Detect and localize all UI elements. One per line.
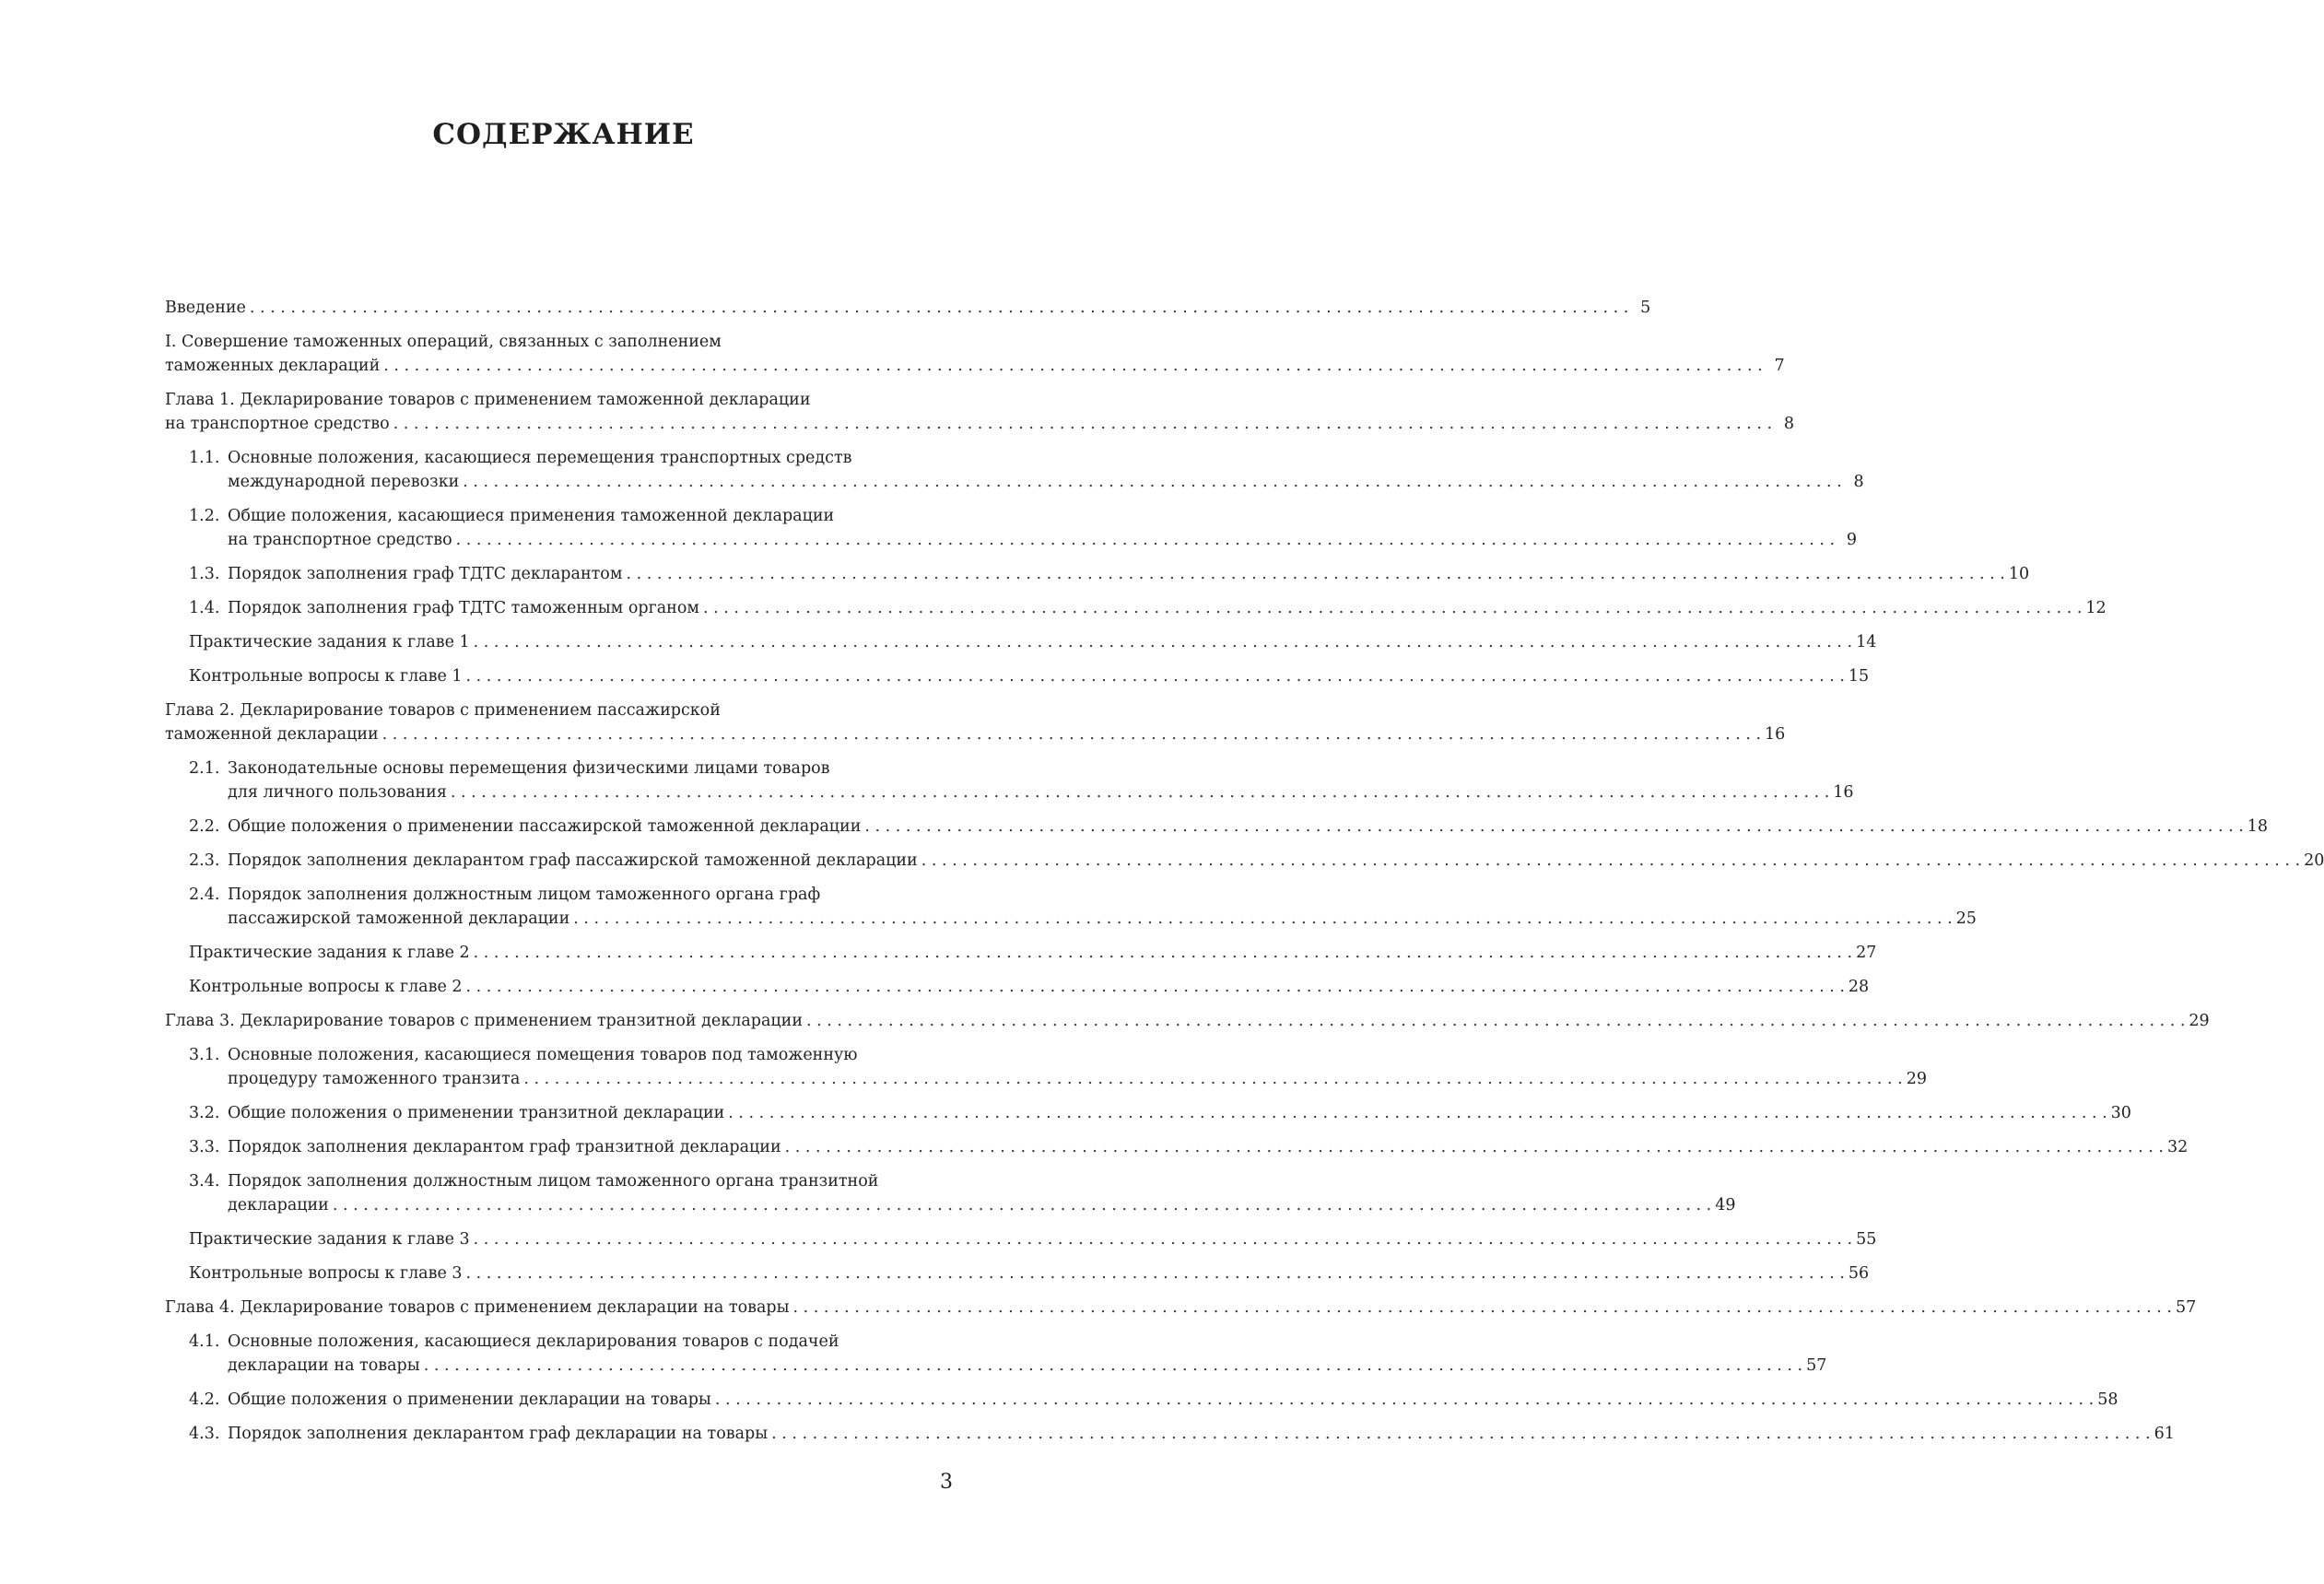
toc-entry-title: Общие положения о применении транзитной декларации bbox=[228, 1104, 725, 1122]
toc-entry-title: Практические задания к главе 3 bbox=[189, 1230, 470, 1249]
toc-entry-page: 56 bbox=[1848, 1264, 1870, 1283]
toc-entry-title: на транспортное средство bbox=[165, 415, 390, 433]
dot-leader bbox=[250, 296, 1628, 320]
toc-entry-page: 10 bbox=[2008, 565, 2030, 583]
toc-entry bbox=[165, 1043, 1927, 1091]
toc-entry-page: 32 bbox=[2167, 1138, 2189, 1156]
toc-entry-page: 58 bbox=[2097, 1390, 2119, 1409]
toc-entry-title: на транспортное средство bbox=[228, 531, 452, 549]
toc-entry-title-line: Глава 2. Декларирование товаров с применением пассажирской bbox=[165, 701, 721, 720]
toc-entry-title: Общие положения о применении декларации на товары bbox=[228, 1390, 711, 1409]
toc-entry bbox=[165, 596, 2107, 620]
toc-entry bbox=[165, 883, 1977, 931]
toc-entry-title: Порядок заполнения граф ТДТС таможенным органом bbox=[228, 599, 699, 617]
toc-entry-title: процедуру таможенного транзита bbox=[228, 1070, 521, 1088]
toc-entry bbox=[165, 562, 2030, 586]
dot-leader bbox=[456, 528, 1835, 552]
toc-entry bbox=[165, 504, 1858, 552]
toc-entry-page: 16 bbox=[1833, 783, 1854, 802]
toc-entry-title-line: Глава 1. Декларирование товаров с применением таможенной декларации bbox=[165, 391, 811, 409]
dot-leader bbox=[921, 849, 2300, 873]
toc-entry-number: 2.3. bbox=[189, 851, 220, 870]
toc-entry-title: Глава 4. Декларирование товаров с применением декларации на товары bbox=[165, 1298, 790, 1317]
dot-leader bbox=[333, 1193, 1711, 1217]
toc-entry-page: 57 bbox=[2175, 1298, 2197, 1317]
dot-leader bbox=[728, 1101, 2107, 1125]
toc-entry bbox=[165, 815, 2269, 839]
dot-leader bbox=[864, 815, 2243, 839]
toc-entry-number: 3.3. bbox=[189, 1138, 220, 1156]
toc-entry bbox=[165, 664, 1870, 688]
toc-entry bbox=[165, 1009, 2210, 1033]
toc-entry bbox=[165, 1330, 1827, 1378]
toc-entry-number: 4.2. bbox=[189, 1390, 220, 1409]
dot-leader bbox=[703, 596, 2082, 620]
toc-entry-page: 28 bbox=[1848, 978, 1870, 996]
toc-entry bbox=[165, 1422, 2175, 1446]
toc-entry-page: 29 bbox=[1906, 1070, 1927, 1088]
toc-entry-title: декларации на товары bbox=[228, 1356, 420, 1375]
toc-entry bbox=[165, 1296, 2197, 1320]
toc-entry-title: Практические задания к главе 1 bbox=[189, 633, 470, 651]
dot-leader bbox=[806, 1009, 2185, 1033]
toc-entry-page: 5 bbox=[1640, 299, 1651, 317]
toc-entry bbox=[165, 1101, 2131, 1125]
toc-entry-page: 8 bbox=[1853, 473, 1864, 491]
toc-entry-number: 4.3. bbox=[189, 1425, 220, 1443]
toc-entry-title-line: Законодательные основы перемещения физическими лицами товаров bbox=[228, 759, 830, 778]
toc-entry-title: пассажирской таможенной декларации bbox=[228, 909, 570, 928]
toc-entry-page: 55 bbox=[1856, 1230, 1877, 1249]
dot-leader bbox=[474, 630, 1852, 654]
dot-leader bbox=[383, 354, 1762, 378]
toc-entry-title: Порядок заполнения декларантом граф декларации на товары bbox=[228, 1425, 769, 1443]
toc-entry-number: 2.4. bbox=[189, 886, 220, 904]
dot-leader bbox=[466, 664, 1845, 688]
toc-entry-title-line: Порядок заполнения должностным лицом таможенного органа транзитной bbox=[228, 1172, 879, 1191]
table-of-contents bbox=[165, 296, 2324, 1456]
toc-entry bbox=[165, 849, 2324, 873]
toc-entry bbox=[165, 1135, 2189, 1159]
dot-leader bbox=[466, 975, 1845, 999]
toc-entry-number: 1.2. bbox=[189, 507, 220, 525]
page-number: 3 bbox=[940, 1471, 953, 1494]
toc-entry bbox=[165, 1388, 2119, 1412]
toc-entry-page: 49 bbox=[1715, 1196, 1736, 1214]
toc-entry-page: 30 bbox=[2110, 1104, 2131, 1122]
toc-entry-page: 16 bbox=[1765, 725, 1786, 744]
toc-entry bbox=[165, 1227, 1877, 1251]
toc-entry-page: 14 bbox=[1856, 633, 1877, 651]
toc-entry-number: 2.2. bbox=[189, 817, 220, 836]
toc-entry-title: Порядок заполнения декларантом граф пассажирской таможенной декларации bbox=[228, 851, 918, 870]
toc-entry-page: 25 bbox=[1955, 909, 1977, 928]
toc-entry-title: Порядок заполнения декларантом граф транзитной декларации bbox=[228, 1138, 781, 1156]
toc-entry-page: 8 bbox=[1783, 415, 1795, 433]
toc-entry-title-line: I. Совершение таможенных операций, связанных с заполнением bbox=[165, 333, 722, 351]
toc-entry-page: 7 bbox=[1774, 357, 1785, 375]
toc-entry-page: 27 bbox=[1856, 944, 1877, 962]
toc-entry-page: 15 bbox=[1848, 667, 1870, 686]
dot-leader bbox=[793, 1296, 2172, 1320]
toc-entry-title: для личного пользования bbox=[228, 783, 447, 802]
toc-entry bbox=[165, 941, 1877, 965]
page-title: СОДЕРЖАНИЕ bbox=[432, 118, 695, 151]
toc-entry bbox=[165, 446, 1864, 494]
toc-entry bbox=[165, 1169, 1736, 1217]
toc-entry-title-line: Основные положения, касающиеся перемещения транспортных средств bbox=[228, 449, 852, 467]
toc-entry bbox=[165, 975, 1870, 999]
dot-leader bbox=[451, 780, 1829, 804]
toc-entry-number: 2.1. bbox=[189, 759, 220, 778]
toc-entry-title: Общие положения о применении пассажирской таможенной декларации bbox=[228, 817, 862, 836]
toc-entry-title: Глава 3. Декларирование товаров с применением транзитной декларации bbox=[165, 1012, 803, 1030]
toc-entry-number: 4.1. bbox=[189, 1332, 220, 1351]
toc-entry-page: 20 bbox=[2304, 851, 2324, 870]
toc-entry-title: таможенных деклараций bbox=[165, 357, 381, 375]
toc-entry-title-line: Основные положения, касающиеся декларирования товаров с подачей bbox=[228, 1332, 839, 1351]
toc-entry-page: 12 bbox=[2085, 599, 2107, 617]
toc-entry-number: 3.4. bbox=[189, 1172, 220, 1191]
dot-leader bbox=[715, 1388, 2094, 1412]
toc-entry-title: Контрольные вопросы к главе 3 bbox=[189, 1264, 463, 1283]
toc-entry-title: таможенной декларации bbox=[165, 725, 379, 744]
dot-leader bbox=[573, 907, 1952, 931]
dot-leader bbox=[474, 941, 1852, 965]
toc-entry-page: 61 bbox=[2154, 1425, 2175, 1443]
toc-entry bbox=[165, 698, 1786, 746]
toc-entry-page: 29 bbox=[2189, 1012, 2210, 1030]
dot-leader bbox=[771, 1422, 2150, 1446]
toc-entry-number: 3.2. bbox=[189, 1104, 220, 1122]
toc-entry-title: Контрольные вопросы к главе 2 bbox=[189, 978, 463, 996]
dot-leader bbox=[382, 722, 1761, 746]
toc-entry-title: Порядок заполнения граф ТДТС декларантом bbox=[228, 565, 623, 583]
toc-entry-number: 1.4. bbox=[189, 599, 220, 617]
toc-entry-page: 9 bbox=[1846, 531, 1858, 549]
toc-entry bbox=[165, 757, 1854, 804]
toc-entry-title: декларации bbox=[228, 1196, 329, 1214]
dot-leader bbox=[626, 562, 2004, 586]
dot-leader bbox=[424, 1354, 1802, 1378]
toc-entry bbox=[165, 388, 1795, 436]
dot-leader bbox=[393, 412, 1772, 436]
dot-leader bbox=[463, 470, 1841, 494]
toc-entry-title: международной перевозки bbox=[228, 473, 460, 491]
dot-leader bbox=[474, 1227, 1852, 1251]
toc-entry bbox=[165, 1261, 1870, 1285]
toc-entry-number: 1.1. bbox=[189, 449, 220, 467]
toc-entry bbox=[165, 330, 1785, 378]
toc-entry-page: 18 bbox=[2247, 817, 2269, 836]
toc-entry-title-line: Основные положения, касающиеся помещения товаров под таможенную bbox=[228, 1046, 858, 1064]
toc-entry-title-line: Порядок заполнения должностным лицом таможенного органа граф bbox=[228, 886, 821, 904]
toc-entry-page: 57 bbox=[1806, 1356, 1827, 1375]
dot-leader bbox=[523, 1067, 1902, 1091]
toc-entry-number: 3.1. bbox=[189, 1046, 220, 1064]
toc-entry-title: Практические задания к главе 2 bbox=[189, 944, 470, 962]
toc-entry bbox=[165, 630, 1877, 654]
dot-leader bbox=[466, 1261, 1845, 1285]
toc-entry-number: 1.3. bbox=[189, 565, 220, 583]
toc-entry-title: Контрольные вопросы к главе 1 bbox=[189, 667, 463, 686]
toc-entry-title-line: Общие положения, касающиеся применения таможенной декларации bbox=[228, 507, 835, 525]
toc-entry-title: Введение bbox=[165, 299, 246, 317]
dot-leader bbox=[785, 1135, 2164, 1159]
toc-entry bbox=[165, 296, 1651, 320]
